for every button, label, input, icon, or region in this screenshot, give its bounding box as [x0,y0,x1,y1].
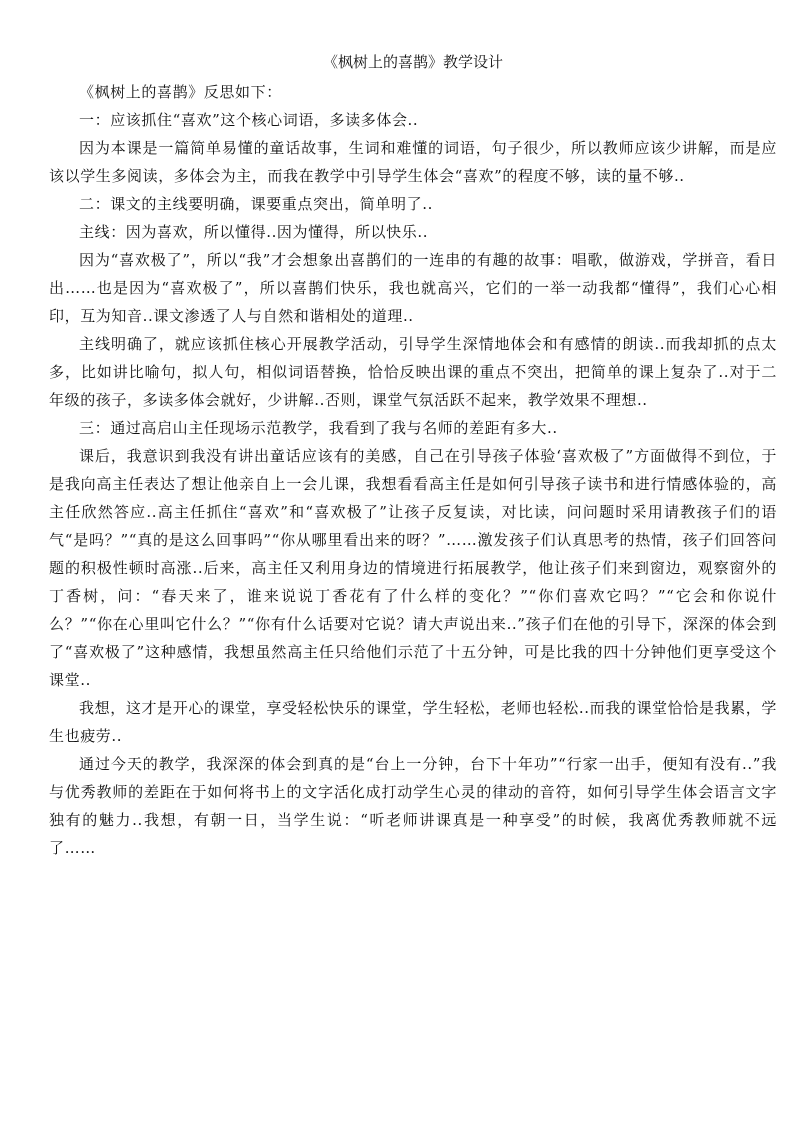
paragraph-demonstration: 课后，我意识到我没有讲出童话应该有的美感，自己在引导孩子体验‘喜欢极了”方面做得不到位，于是我向高主任表达了想让他亲自上一会儿课，我想看看高主任是如何引导孩子读书和进行情感体验的，高主任欣然答应..高主任抓住“喜欢”和“喜欢极了”让孩子反复读，对比读，问问题时采用请教孩子们的语气“是吗？”“真的是这么回事吗”“你从哪里看出来的呀？”……激发孩子们认真思考的热情，孩子们回答问题的积极性顿时高涨..后来，高主任又利用身边的情境进行拓展教学，他让孩子们来到窗边，观察窗外的丁香树，问：“春天来了，谁来说说丁香花有了什么样的变化？”“你们喜欢它吗？”“它会和你说什么？”“你在心里叫它什么？”“你有什么话要对它说？请大声说出来..”孩子们在他的引导下，深深的体会到了“喜欢极了”这种感情，我想虽然高主任只给他们示范了十五分钟，可是比我的四十分钟他们更享受这个课堂.. [49,447,777,689]
paragraph-main-line-detail: 因为“喜欢极了”，所以“我”才会想象出喜鹊们的一连串的有趣的故事：唱歌，做游戏，学拼音，看日出……也是因为“喜欢极了”，所以喜鹊们快乐，我也就高兴，它们的一举一动我都“懂得”，我们心心相印，互为知音..课文渗透了人与自然和谐相处的道理.. [49,251,777,325]
paragraph-conclusion: 通过今天的教学，我深深的体会到真的是“台上一分钟，台下十年功”“行家一出手，便知有没有..”我与优秀教师的差距在于如何将书上的文字活化成打动学生心灵的律动的音符，如何引导学生体会语言文字独有的魅力..我想，有朝一日，当学生说：“听老师讲课真是一种享受”的时候，我离优秀教师就不远了…… [49,755,777,857]
paragraph-happy-classroom: 我想，这才是开心的课堂，享受轻松快乐的课堂，学生轻松，老师也轻松..而我的课堂恰恰是我累，学生也疲劳.. [49,699,777,745]
paragraph-point-three: 三：通过高启山主任现场示范教学，我看到了我与名师的差距有多大.. [79,419,558,437]
paragraph-intro: 《枫树上的喜鹊》反思如下： [79,83,282,101]
document-title: 《枫树上的喜鹊》教学设计 [322,53,503,71]
paragraph-point-one: 一：应该抓住“喜欢”这个核心词语，多读多体会.. [79,111,419,129]
paragraph-point-one-detail: 因为本课是一篇简单易懂的童话故事，生词和难懂的词语，句子很少，所以教师应该少讲解，而是应该以学生多阅读，多体会为主，而我在教学中引导学生体会“喜欢”的程度不够，读的量不够.. [49,139,777,185]
paragraph-main-line: 主线：因为喜欢，所以懂得..因为懂得，所以快乐.. [79,223,429,241]
paragraph-point-two: 二：课文的主线要明确，课要重点突出，简单明了.. [79,195,433,213]
paragraph-main-line-reflection: 主线明确了，就应该抓住核心开展教学活动，引导学生深情地体会和有感情的朗读..而我却抓的点太多，比如讲比喻句，拟人句，相似词语替换，恰恰反映出课的重点不突出，把简单的课上复杂了..对于二年级的孩子，多读多体会就好，少讲解..否则，课堂气氛活跃不起来，教学效果不理想.. [49,335,777,409]
document-page [49,48,777,862]
